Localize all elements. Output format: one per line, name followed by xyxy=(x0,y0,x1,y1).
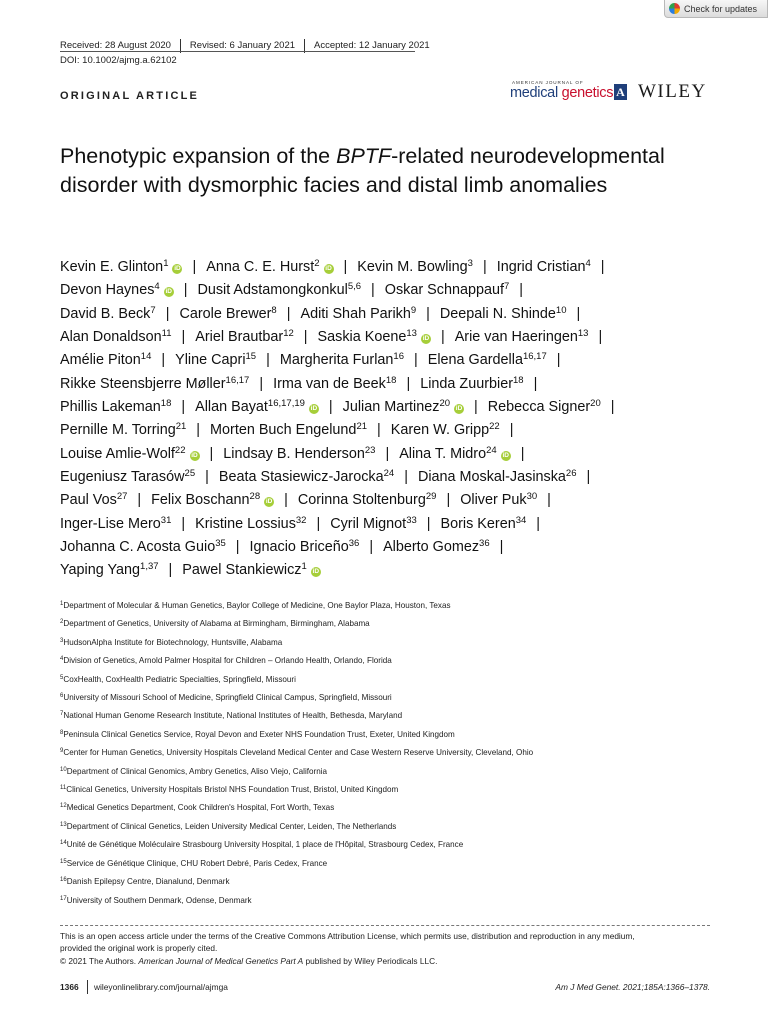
author-name[interactable]: Deepali N. Shinde$^{10}$ xyxy=(439,304,567,322)
author-separator: | xyxy=(610,399,615,416)
publisher-logo: WILEY xyxy=(638,81,707,102)
affiliation-item: $^{13}$Department of Clinical Genetics, Leiden University Medical Center, Leiden, The Netherlands xyxy=(60,821,397,831)
orcid-icon[interactable]: iD xyxy=(325,265,332,272)
orcid-icon[interactable]: iD xyxy=(422,335,430,343)
author-name[interactable]: Elena Gardella$^{16,17}$ xyxy=(427,351,547,369)
affiliation-ref: 18 xyxy=(513,374,524,386)
author-separator: | xyxy=(385,445,390,462)
author-separator: | xyxy=(482,259,487,275)
affiliation-item: $^{12}$Medical Genetics Department, Cook Children's Hospital, Fort Worth, Texas xyxy=(60,803,335,813)
affiliation-ref: 1 xyxy=(163,258,169,269)
author-separator: | xyxy=(414,352,418,369)
author-name[interactable]: Louise Amlie-Wolf$^{22}$ iD xyxy=(60,444,198,462)
author-name[interactable]: Boris Keren$^{34}$ xyxy=(440,514,527,532)
author-row xyxy=(60,279,710,302)
license-note xyxy=(60,930,710,967)
author-separator: | xyxy=(284,492,288,509)
author-separator: | xyxy=(196,422,201,439)
author-name[interactable]: Lindsay B. Henderson$^{23}$ xyxy=(223,444,376,462)
author-separator: | xyxy=(161,352,166,369)
author-separator: | xyxy=(519,282,524,299)
author-separator: | xyxy=(209,445,214,462)
author-name[interactable]: Amélie Piton$^{14}$ xyxy=(60,351,152,369)
affiliation-ref: 26 xyxy=(565,468,577,480)
author-name[interactable]: Morten Buch Engelund$^{21}$ xyxy=(210,421,368,439)
author-separator: | xyxy=(547,492,551,509)
author-list xyxy=(60,256,710,583)
author-separator: | xyxy=(165,305,170,322)
author-separator: | xyxy=(181,515,186,532)
author-separator: | xyxy=(446,492,451,509)
author-separator: | xyxy=(192,259,197,275)
author-row xyxy=(60,513,710,536)
check-for-updates-label: Check for updates xyxy=(684,3,758,14)
affiliation-ref: 24 xyxy=(383,468,395,480)
journal-url-link[interactable]: wileyonlinelibrary.com/journal/ajmga xyxy=(94,982,228,992)
affiliation-ref: 13 xyxy=(406,328,417,340)
author-row xyxy=(60,256,710,279)
author-name[interactable]: Alan Donaldson$^{11}$ xyxy=(60,328,172,346)
author-separator: | xyxy=(181,329,186,346)
affiliation-ref: 31 xyxy=(160,514,172,526)
affiliation-item: $^2$Department of Genetics, University of Alabama at Birmingham, Birmingham, Alabama xyxy=(60,619,370,629)
affiliation-ref: 20 xyxy=(439,398,451,410)
orcid-icon[interactable]: iD xyxy=(165,288,172,296)
affiliation-item: $^{17}$University of Southern Denmark, Odense, Denmark xyxy=(60,895,252,905)
author-separator: | xyxy=(576,305,581,322)
affiliation-ref: 4 xyxy=(585,258,591,269)
affiliation-ref: 20 xyxy=(590,398,601,410)
copyright-line: © 2021 The Authors. American Journal of Medical Genetics Part A published by Wiley Periodicals LLC. xyxy=(60,955,438,966)
author-name[interactable]: Devon Haynes$^4$ iD xyxy=(60,281,172,299)
author-name[interactable]: Alina T. Midro$^{24}$ iD xyxy=(399,444,509,462)
author-row xyxy=(60,443,710,466)
author-name[interactable]: Carole Brewer$^8$ xyxy=(179,304,277,322)
author-name[interactable]: Linda Zuurbier$^{18}$ xyxy=(420,374,524,392)
affiliation-ref: 1,37 xyxy=(140,561,159,573)
affiliation-item: $^{14}$Unité de Génétique Moléculaire Strasbourg University Hospital, 1 place de l'Hôpital, Strasbourg Cedex, France xyxy=(60,840,464,850)
author-name[interactable]: Ingrid Cristian$^4$ xyxy=(496,258,591,275)
author-name[interactable]: Margherita Furlan$^{16}$ xyxy=(279,351,404,369)
crossmark-icon xyxy=(669,3,680,14)
affiliation-item: $^5$CoxHealth, CoxHealth Pediatric Specialties, Springfield, Missouri xyxy=(60,674,296,684)
affiliation-ref: 29 xyxy=(425,491,437,503)
author-name[interactable]: Felix Boschann$^{28}$ iD xyxy=(151,491,273,509)
affiliation-ref: 2 xyxy=(314,258,320,269)
affiliation-ref: 16,17 xyxy=(225,374,250,386)
author-separator: | xyxy=(520,445,525,462)
header-divider xyxy=(60,51,415,52)
author-name[interactable]: Cyril Mignot$^{33}$ xyxy=(330,514,417,532)
orcid-icon[interactable]: iD xyxy=(502,451,509,459)
affiliation-ref: 9 xyxy=(410,304,417,316)
orcid-icon[interactable]: iD xyxy=(265,498,273,506)
doi: DOI: 10.1002/ajmg.a.62102 xyxy=(60,55,177,66)
journal-logo-name: medical genetics xyxy=(510,85,614,101)
author-name[interactable]: Pawel Stankiewicz$^1$ iD xyxy=(182,561,320,579)
author-name[interactable]: Alberto Gomez$^{36}$ xyxy=(383,538,490,556)
author-name[interactable]: Rebecca Signer$^{20}$ xyxy=(487,398,601,416)
author-name[interactable]: Aditi Shah Parikh$^9$ xyxy=(300,304,417,322)
author-separator: | xyxy=(183,282,188,299)
affiliation-item: $^6$University of Missouri School of Medicine, Springfield Clinical Campus, Springfield, Missouri xyxy=(60,693,392,703)
author-row xyxy=(60,466,710,489)
author-separator: | xyxy=(137,492,142,509)
affiliation-ref: 24 xyxy=(486,444,497,456)
received-date: Received: 28 August 2020 xyxy=(60,40,171,51)
author-row xyxy=(60,536,710,559)
orcid-icon[interactable]: iD xyxy=(310,405,318,413)
author-name[interactable]: Eugeniusz Tarasów$^{25}$ xyxy=(60,468,196,486)
accepted-date: Accepted: 12 January 2021 xyxy=(304,39,439,53)
author-name[interactable]: Julian Martinez$^{20}$ iD xyxy=(342,398,463,416)
affiliation-item: $^9$Center for Human Genetics, University Hospitals Cleveland Medical Center and Case Western Reserve University, Cleveland, Ohio xyxy=(60,748,534,758)
affiliation-ref: 36 xyxy=(348,538,360,550)
journal-logo xyxy=(510,80,710,104)
affiliation-ref: 22 xyxy=(489,421,500,433)
affiliation-ref: 1 xyxy=(301,561,307,573)
citation: Am J Med Genet. 2021;185A:1366–1378. xyxy=(555,982,710,992)
author-name[interactable]: Diana Moskal-Jasinska$^{26}$ xyxy=(417,468,577,486)
author-name[interactable]: Inger-Lise Mero$^{31}$ xyxy=(60,514,172,532)
affiliation-list xyxy=(60,597,720,910)
author-separator: | xyxy=(536,515,541,532)
affiliation-item: $^4$Division of Genetics, Arnold Palmer Hospital for Children – Orlando Health, Orlando, Florida xyxy=(60,656,392,666)
author-row xyxy=(60,419,710,442)
author-name[interactable]: Corinna Stoltenburg$^{29}$ xyxy=(297,491,437,509)
author-separator: | xyxy=(303,329,308,346)
author-separator: | xyxy=(474,399,478,416)
author-name[interactable]: Allan Bayat$^{16,17,19}$ iD xyxy=(195,398,318,416)
affiliation-ref: 18 xyxy=(385,374,397,386)
journal-logo-small-text: AMERICAN JOURNAL OF xyxy=(512,80,584,85)
author-name[interactable]: Arie van Haeringen$^{13}$ xyxy=(454,328,589,346)
author-row xyxy=(60,349,710,372)
author-name[interactable]: Saskia Koene$^{13}$ iD xyxy=(317,328,430,346)
affiliation-ref: 11 xyxy=(161,328,172,340)
affiliation-ref: 12 xyxy=(283,328,294,340)
license-line-1: This is an open access article under the terms of the Creative Commons Attribution License, which permits use, distribution and reproduction in any medium, xyxy=(60,931,635,941)
author-name[interactable]: Yline Capri$^{15}$ xyxy=(175,351,257,369)
affiliation-ref: 3 xyxy=(467,258,473,269)
author-separator: | xyxy=(377,422,381,439)
check-for-updates-button[interactable] xyxy=(664,0,768,18)
author-separator: | xyxy=(556,352,561,369)
affiliation-ref: 18 xyxy=(160,398,172,410)
author-row xyxy=(60,303,710,326)
affiliation-ref: 22 xyxy=(174,444,186,456)
affiliation-ref: 30 xyxy=(526,491,538,503)
author-separator: | xyxy=(316,515,321,532)
affiliation-ref: 21 xyxy=(175,421,187,433)
author-separator: | xyxy=(406,375,411,392)
author-separator: | xyxy=(371,282,375,299)
author-separator: | xyxy=(168,562,173,579)
author-name[interactable]: Karen W. Gripp$^{22}$ xyxy=(390,421,500,439)
author-name[interactable]: Irma van de Beek$^{18}$ xyxy=(273,374,397,392)
affiliation-ref: 32 xyxy=(295,514,307,526)
author-name[interactable]: Ariel Brautbar$^{12}$ xyxy=(195,328,294,346)
author-row xyxy=(60,396,710,419)
affiliation-item: $^{10}$Department of Clinical Genomics, Ambry Genetics, Aliso Viejo, California xyxy=(60,766,327,776)
author-separator: | xyxy=(600,259,605,275)
author-name[interactable]: Oliver Puk$^{30}$ xyxy=(460,491,538,509)
affiliation-item: $^{15}$Service de Génétique Clinique, CHU Robert Debré, Paris Cedex, France xyxy=(60,858,328,868)
author-separator: | xyxy=(328,399,333,416)
affiliation-ref: 16,17,19 xyxy=(267,398,305,410)
author-name[interactable]: Phillis Lakeman$^{18}$ xyxy=(60,398,172,416)
author-name[interactable]: Kevin M. Bowling$^3$ xyxy=(357,258,473,275)
affiliation-ref: 21 xyxy=(356,421,368,433)
journal-part-badge: A xyxy=(614,84,627,100)
author-name[interactable]: Rikke Steensbjerre Møller$^{16,17}$ xyxy=(60,374,250,392)
author-name[interactable]: Paul Vos$^{27}$ xyxy=(60,491,128,509)
author-name[interactable]: Kristine Lossius$^{32}$ xyxy=(195,514,307,532)
author-separator: | xyxy=(426,515,431,532)
affiliation-ref: 13 xyxy=(577,328,589,340)
orcid-icon[interactable]: iD xyxy=(455,405,463,413)
author-separator: | xyxy=(440,329,445,346)
orcid-icon[interactable]: iD xyxy=(174,265,181,272)
footnote-divider xyxy=(60,925,710,926)
author-separator: | xyxy=(533,375,538,392)
author-separator: | xyxy=(426,305,430,322)
affiliation-item: $^{16}$Danish Epilepsy Centre, Dianalund, Denmark xyxy=(60,877,230,887)
affiliation-item: $^1$Department of Molecular & Human Genetics, Baylor College of Medicine, One Baylor Plaza, Houston, Texas xyxy=(60,601,451,610)
author-name[interactable]: Ignacio Briceño$^{36}$ xyxy=(249,538,360,556)
affiliation-ref: 28 xyxy=(249,491,261,503)
author-separator: | xyxy=(509,422,514,439)
author-name[interactable]: Oskar Schnappauf$^7$ xyxy=(384,281,510,299)
affiliation-ref: 35 xyxy=(215,538,226,550)
affiliation-ref: 8 xyxy=(271,304,277,316)
author-separator: | xyxy=(235,539,240,556)
page-number: 1366 xyxy=(60,982,79,992)
affiliation-item: $^{11}$Clinical Genetics, University Hospitals Bristol NHS Foundation Trust, Bristol, United Kingdom xyxy=(60,785,399,795)
author-name[interactable]: Kevin E. Glinton$^1$ iD xyxy=(60,258,181,275)
affiliation-ref: 23 xyxy=(364,444,376,456)
author-name[interactable]: Anna C. E. Hurst$^2$ iD xyxy=(206,258,332,275)
affiliation-ref: 16,17 xyxy=(522,351,547,363)
affiliation-ref: 16 xyxy=(393,351,404,363)
revised-date: Revised: 6 January 2021 xyxy=(180,39,304,53)
affiliation-ref: 34 xyxy=(515,514,527,526)
affiliation-ref: 4 xyxy=(154,281,160,293)
affiliation-item: $^3$HudsonAlpha Institute for Biotechnology, Huntsville, Alabama xyxy=(60,637,283,647)
affiliation-ref: 36 xyxy=(479,538,490,550)
affiliation-ref: 10 xyxy=(555,304,567,316)
affiliation-ref: 7 xyxy=(150,304,156,316)
affiliation-item: $^8$Peninsula Clinical Genetics Service, Royal Devon and Exeter NHS Foundation Trust, Exeter, United Kingdom xyxy=(60,729,455,739)
author-separator: | xyxy=(286,305,291,322)
article-title: Phenotypic expansion of the BPTF-related neurodevelopmental disorder with dysmorphic facies and distal limb anomalies xyxy=(60,144,665,197)
author-separator: | xyxy=(598,329,603,346)
author-name[interactable]: Yaping Yang$^{1,37}$ xyxy=(60,561,159,579)
author-name[interactable]: Dusit Adstamongkonkul$^{5,6}$ xyxy=(197,281,362,299)
author-separator: | xyxy=(404,469,408,486)
affiliation-ref: 15 xyxy=(245,351,257,363)
author-separator: | xyxy=(266,352,270,369)
affiliation-ref: 14 xyxy=(140,351,152,363)
orcid-icon[interactable]: iD xyxy=(191,451,198,459)
author-name[interactable]: David B. Beck$^7$ xyxy=(60,304,156,322)
author-separator: | xyxy=(499,539,504,556)
affiliation-ref: 33 xyxy=(406,514,417,526)
author-row xyxy=(60,373,710,396)
author-separator: | xyxy=(181,399,186,416)
author-row xyxy=(60,489,710,512)
license-line-2: provided the original work is properly cited. xyxy=(60,943,218,954)
affiliation-ref: 27 xyxy=(116,491,128,503)
affiliation-ref: 25 xyxy=(184,468,196,480)
affiliation-item: $^7$National Human Genome Research Institute, National Institutes of Health, Bethesda, Maryland xyxy=(60,711,403,721)
gene-name: BPTF xyxy=(336,144,392,168)
author-separator: | xyxy=(586,469,591,486)
author-separator: | xyxy=(343,259,348,275)
affiliation-ref: 7 xyxy=(504,281,510,293)
article-type: ORIGINAL ARTICLE xyxy=(60,90,200,102)
author-name[interactable]: Pernille M. Torring$^{21}$ xyxy=(60,421,187,439)
footer-separator xyxy=(87,980,88,994)
author-row xyxy=(60,326,710,349)
author-name[interactable]: Beata Stasiewicz-Jarocka$^{24}$ xyxy=(218,468,395,486)
author-name[interactable]: Johanna C. Acosta Guio$^{35}$ xyxy=(60,538,226,556)
affiliation-ref: 5,6 xyxy=(347,281,362,293)
author-separator: | xyxy=(369,539,374,556)
orcid-icon[interactable]: iD xyxy=(312,568,320,576)
author-row xyxy=(60,559,710,582)
author-separator: | xyxy=(259,375,264,392)
author-separator: | xyxy=(205,469,209,486)
